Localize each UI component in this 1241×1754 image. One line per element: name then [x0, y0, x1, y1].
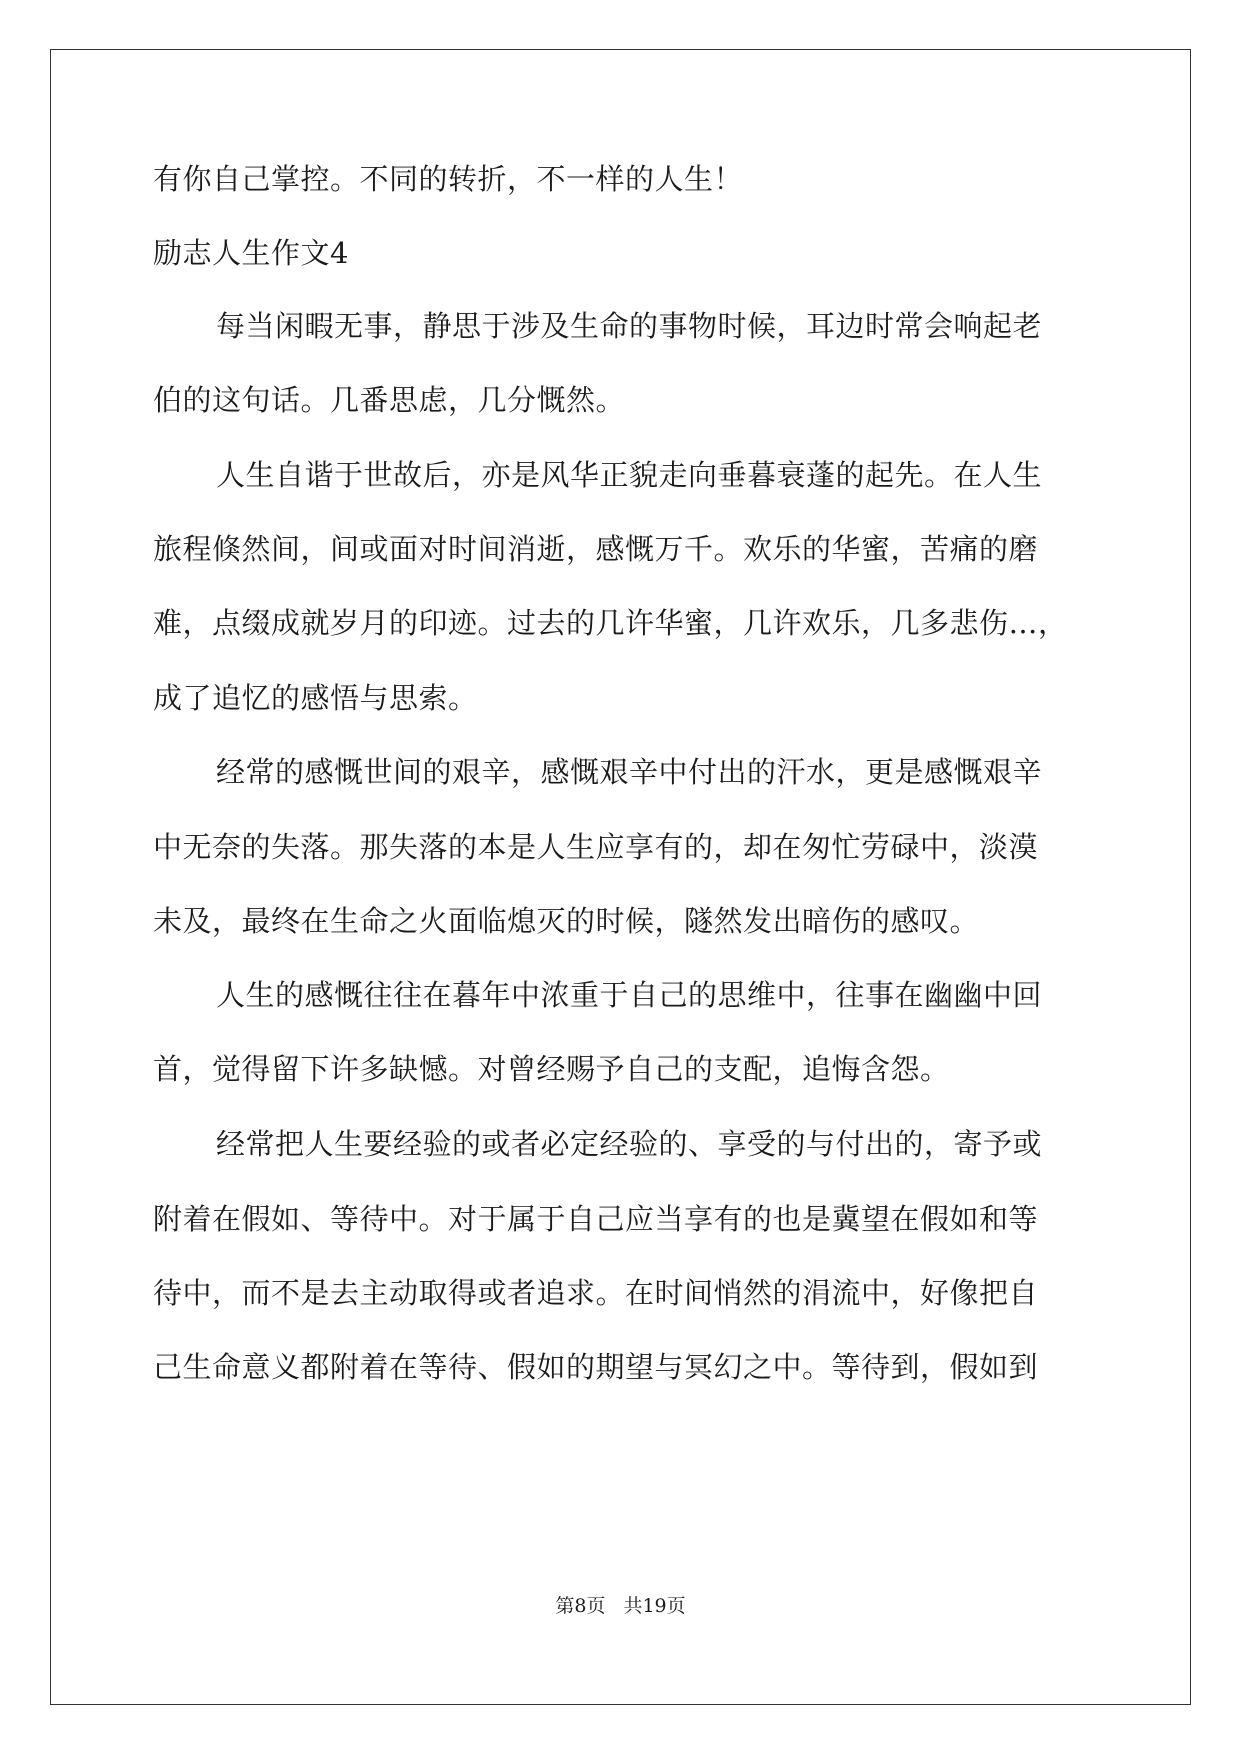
text-line: 成了追忆的感悟与思索。 — [153, 681, 478, 715]
text-line: 经常把人生要经验的或者必定经验的、享受的与付出的，寄予或 — [216, 1127, 1043, 1161]
text-line: 人生的感慨往往在暮年中浓重于自己的思维中，往事在幽幽中回 — [216, 978, 1043, 1012]
text-line: 己生命意义都附着在等待、假如的期望与冥幻之中。等待到，假如到 — [153, 1350, 1039, 1384]
page-number-current: 第8页 — [555, 1595, 606, 1617]
text-line: 附着在假如、等待中。对于属于自己应当享有的也是冀望在假如和等 — [153, 1202, 1039, 1236]
text-line: 伯的这句话。几番思虑，几分慨然。 — [153, 383, 626, 417]
page-footer — [0, 1594, 1241, 1618]
text-line: 旅程倏然间，间或面对时间消逝，感慨万千。欢乐的华蜜，苦痛的磨 — [153, 532, 1039, 566]
text-line: 有你自己掌控。不同的转折，不一样的人生！ — [153, 162, 744, 196]
text-line: 首，觉得留下许多缺憾。对曾经赐予自己的支配，追悔含怨。 — [153, 1052, 950, 1086]
text-line: 中无奈的失落。那失落的本是人生应享有的，却在匆忙劳碌中，淡漠 — [153, 830, 1039, 864]
text-line: 待中，而不是去主动取得或者追求。在时间悄然的涓流中，好像把自 — [153, 1276, 1039, 1310]
page-border — [50, 49, 1191, 1705]
text-line: 每当闲暇无事，静思于涉及生命的事物时候，耳边时常会响起老 — [216, 309, 1043, 343]
text-line: 难，点缀成就岁月的印迹。过去的几许华蜜，几许欢乐，几多悲伤…， — [153, 606, 1068, 640]
page-number-total: 共19页 — [623, 1595, 686, 1617]
text-line: 未及，最终在生命之火面临熄灭的时候，隧然发出暗伤的感叹。 — [153, 904, 980, 938]
section-heading: 励志人生作文4 — [153, 236, 349, 270]
text-line: 人生自谐于世故后，亦是风华正貌走向垂暮衰蓬的起先。在人生 — [216, 458, 1043, 492]
text-line: 经常的感慨世间的艰辛，感慨艰辛中付出的汗水，更是感慨艰辛 — [216, 755, 1043, 789]
